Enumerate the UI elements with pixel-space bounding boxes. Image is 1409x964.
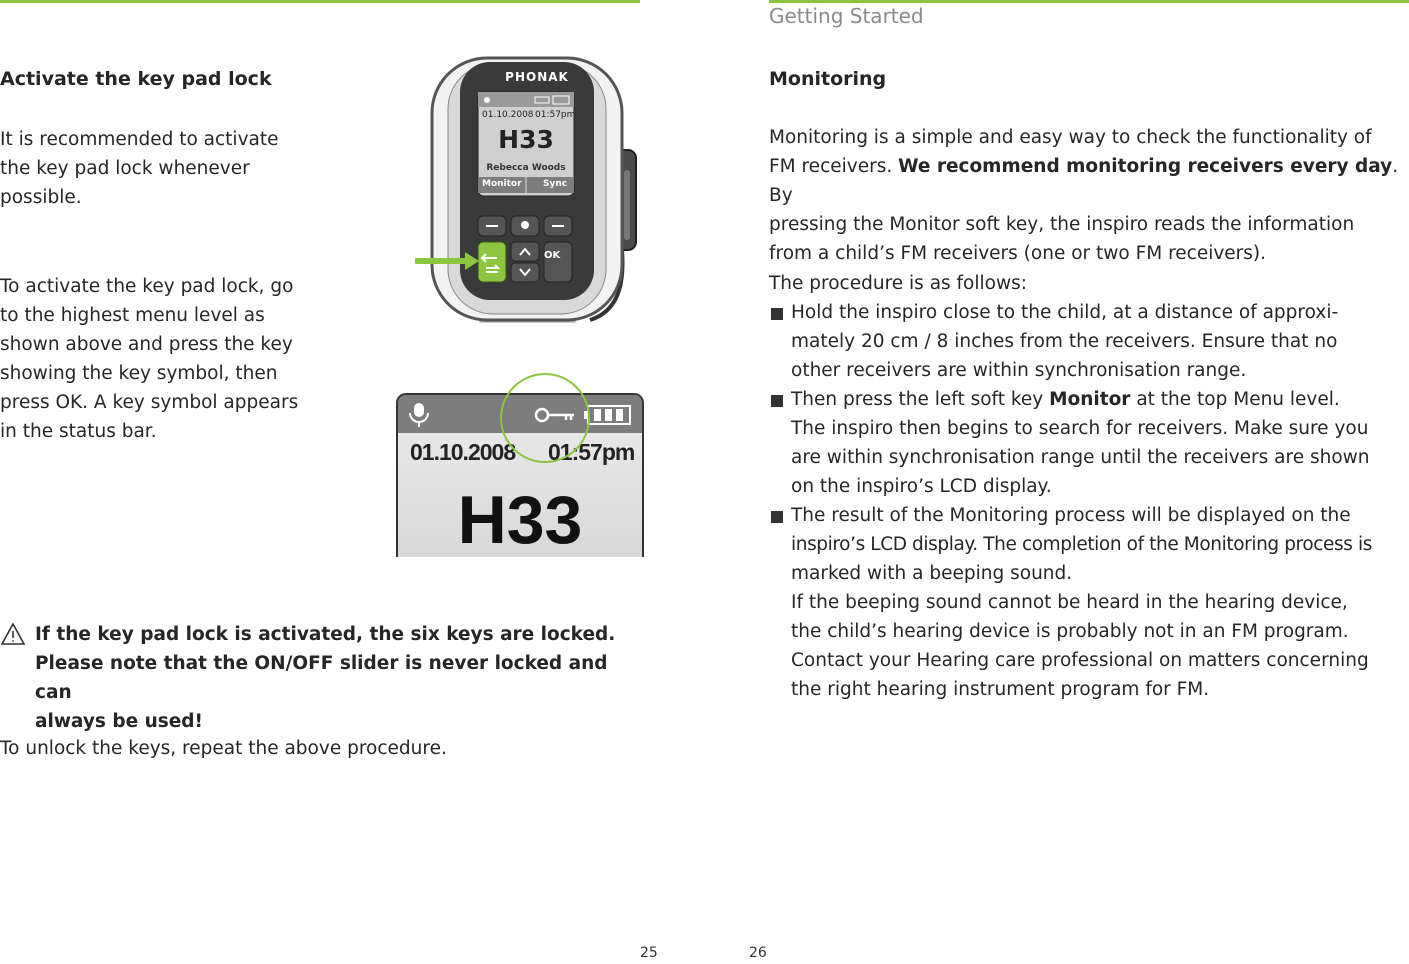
- text-span: Then press the left soft key: [791, 389, 1050, 410]
- text-line: The inspiro then begins to search for receivers. Make sure you: [791, 418, 1369, 439]
- text-line: [769, 152, 1409, 210]
- text-line: to the highest menu level as: [0, 305, 265, 326]
- text-line: are within synchronisation range until the receivers are shown: [791, 447, 1370, 468]
- text-span: FM receivers.: [769, 156, 899, 177]
- recommendation-emphasis: We recommend monitoring receivers every day: [898, 156, 1393, 177]
- list-item: [769, 385, 1409, 501]
- keypad-warning: [0, 620, 645, 736]
- text-line: press OK. A key symbol appears: [0, 392, 299, 413]
- text-line: mately 20 cm / 8 inches from the receivers. Ensure that no: [791, 331, 1338, 352]
- battery-icon: [584, 406, 630, 424]
- text-line: If the beeping sound cannot be heard in the hearing device,: [791, 592, 1348, 613]
- unlock-instruction: To unlock the keys, repeat the above procedure.: [0, 738, 447, 759]
- ok-key[interactable]: [544, 242, 572, 282]
- monitoring-intro: [769, 123, 1409, 268]
- bullet-square-icon: [771, 308, 783, 320]
- device-time: 01:57pm: [535, 110, 576, 120]
- device-ok-label: OK: [544, 250, 561, 261]
- inspiro-device-illustration: [410, 50, 660, 330]
- left-paragraph-2: [0, 272, 298, 446]
- device-brand-logo: PHONAK: [505, 70, 569, 84]
- device-user-name: Rebecca Woods: [486, 163, 566, 173]
- text-line: To activate the key pad lock, go: [0, 276, 294, 297]
- section-title: Getting Started: [769, 4, 924, 28]
- warning-line: If the key pad lock is activated, the six keys are locked.: [35, 624, 616, 645]
- page-number-right: 26: [749, 945, 767, 961]
- text-span: at the top Menu level.: [1130, 389, 1340, 410]
- device-soft-label-monitor: Monitor: [482, 179, 522, 189]
- text-line: the key pad lock whenever: [0, 158, 250, 179]
- lcd-time: 01:57pm: [548, 439, 635, 465]
- text-line: the child’s hearing device is probably not in an FM program.: [791, 621, 1349, 642]
- right-top-rule: [769, 0, 1409, 3]
- text-span: . By: [769, 156, 1399, 206]
- microphone-icon: [410, 403, 428, 427]
- down-key[interactable]: [511, 263, 539, 282]
- text-line: from a child’s FM receivers (one or two FM receivers).: [769, 243, 1267, 264]
- left-heading: Activate the key pad lock: [0, 68, 272, 90]
- device-channel: H33: [498, 125, 554, 154]
- procedure-intro: The procedure is as follows:: [769, 273, 1027, 294]
- text-line: showing the key symbol, then: [0, 363, 278, 384]
- warning-line: always be used!: [35, 711, 203, 732]
- text-line: [791, 385, 1409, 414]
- left-top-rule: [0, 0, 640, 3]
- text-line: the right hearing instrument program for FM.: [791, 679, 1210, 700]
- up-key[interactable]: [511, 242, 539, 261]
- monitoring-heading: Monitoring: [769, 68, 887, 90]
- text-line: The result of the Monitoring process will be displayed on the: [791, 505, 1351, 526]
- procedure-list: [769, 298, 1409, 704]
- text-line: Hold the inspiro close to the child, at a distance of approxi-: [791, 302, 1339, 323]
- text-line: Monitoring is a simple and easy way to check the functionality of: [769, 127, 1372, 148]
- monitor-key-emphasis: Monitor: [1049, 389, 1131, 410]
- device-soft-label-sync: Sync: [543, 179, 568, 189]
- text-line: other receivers are within synchronisation range.: [791, 360, 1247, 381]
- text-line: possible.: [0, 187, 82, 208]
- lcd-channel: H33: [457, 482, 583, 557]
- text-line: pressing the Monitor soft key, the inspiro reads the information: [769, 214, 1355, 235]
- warning-icon: [0, 622, 26, 646]
- page-number-left: 25: [640, 945, 658, 961]
- text-line: in the status bar.: [0, 421, 157, 442]
- warning-line: Please note that the ON/OFF slider is never locked and can: [35, 653, 608, 703]
- key-icon-highlight-circle: [500, 373, 590, 463]
- lock-key[interactable]: [478, 242, 506, 282]
- list-item: [769, 501, 1409, 704]
- text-line: marked with a beeping sound.: [791, 563, 1073, 584]
- text-line: It is recommended to activate: [0, 129, 279, 150]
- bullet-square-icon: [771, 511, 783, 523]
- text-line: on the inspiro’s LCD display.: [791, 476, 1052, 497]
- device-date: 01.10.2008: [482, 110, 534, 120]
- left-paragraph-1: [0, 125, 279, 212]
- text-line: shown above and press the key: [0, 334, 293, 355]
- text-line: Contact your Hearing care professional on matters concerning: [791, 650, 1369, 671]
- list-item: [769, 298, 1409, 385]
- text-line: inspiro’s LCD display. The completion of the Monitoring process is: [791, 534, 1372, 555]
- lcd-date: 01.10.2008: [410, 439, 516, 465]
- bullet-square-icon: [771, 395, 783, 407]
